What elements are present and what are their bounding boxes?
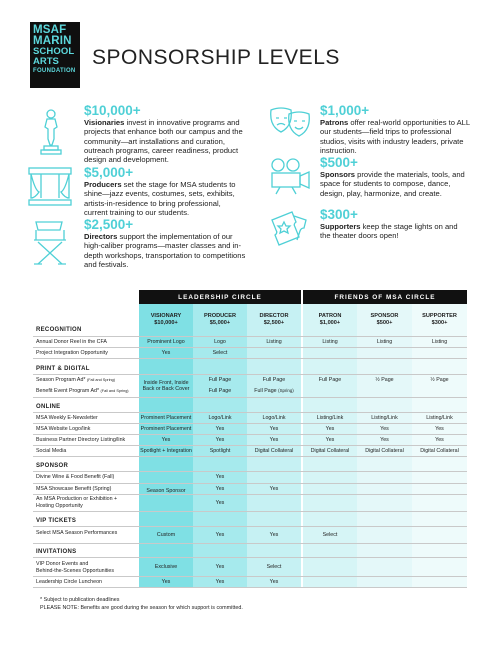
col-header-patron: PATRON $1,000+ xyxy=(318,313,342,326)
row-divider xyxy=(33,587,467,588)
tier-amount: $10,000+ xyxy=(84,103,141,118)
cell: Digital Collateral xyxy=(365,447,404,454)
cell: Select xyxy=(212,349,228,356)
cell: Yes xyxy=(269,436,279,443)
cell: Exclusive xyxy=(154,563,178,570)
tier-sponsor xyxy=(320,156,465,198)
row-label-vip-donor: VIP Donor Events and Behind-the-Scenes Opportunities xyxy=(36,561,115,574)
msaf-logo xyxy=(30,22,80,88)
logo-line-arts: ARTS xyxy=(33,56,59,67)
section-recognition: RECOGNITION xyxy=(36,327,82,333)
cell: Listing xyxy=(431,338,448,345)
cell: Yes xyxy=(161,436,171,443)
cell: Yes xyxy=(161,578,171,585)
cell: Full Page xyxy=(208,376,232,383)
cell: Logo/Link xyxy=(208,414,232,421)
cell: Yes xyxy=(269,425,279,432)
cell: Yes xyxy=(435,436,444,443)
tickets-icon xyxy=(270,210,310,248)
row-label-newsletter: MSA Weekly E-Newsletter xyxy=(36,415,98,421)
tier-amount: $1,000+ xyxy=(320,103,370,118)
cell: Custom xyxy=(156,531,176,538)
tier-description: Patrons offer real-world opportunities to ALL our students—field trips to professional studios, visits with industry leaders, private instruction. xyxy=(320,118,470,155)
logo-line-marin: MARIN xyxy=(33,35,72,47)
cell: Yes xyxy=(269,578,279,585)
tier-visionary xyxy=(84,104,254,164)
cell: Yes xyxy=(215,436,225,443)
tier-description: Supporters keep the stage lights on and the theater doors open! xyxy=(320,222,458,241)
row-label-benefit-program: Benefit Event Program Ad* (Fall and Spring) xyxy=(36,388,129,394)
row-divider xyxy=(33,347,467,348)
row-label-website: MSA Website Logo/link xyxy=(36,426,91,432)
row-label-production: An MSA Production or Exhibition + Hosting Opportunity xyxy=(36,496,118,509)
tier-amount: $2,500+ xyxy=(84,217,134,232)
section-sponsor: SPONSOR xyxy=(36,463,69,469)
tier-producer xyxy=(84,166,244,217)
tier-director xyxy=(84,218,250,269)
logo-line-school: SCHOOL xyxy=(33,46,75,57)
cell: Listing xyxy=(322,338,338,345)
col-header-visionary: VISIONARY $10,000+ xyxy=(150,313,182,326)
cell: Season Sponsor xyxy=(146,488,186,495)
tier-amount: $5,000+ xyxy=(84,165,134,180)
tier-amount: $300+ xyxy=(320,207,358,222)
cell: Yes xyxy=(435,425,444,432)
row-label-showcase: MSA Showcase Benefit (Spring) xyxy=(36,486,112,492)
col-header-producer: PRODUCER $5,000+ xyxy=(203,313,236,326)
row-label-divine-wine: Divine Wine & Food Benefit (Fall) xyxy=(36,474,115,480)
row-divider xyxy=(33,494,467,495)
cell: Listing xyxy=(266,338,282,345)
cell: Yes xyxy=(215,531,225,538)
row-divider xyxy=(33,456,467,457)
group-header-leadership: LEADERSHIP CIRCLE xyxy=(139,290,301,304)
cell: Prominent Logo xyxy=(147,338,185,345)
tier-description: Producers set the stage for MSA students to shine—jazz events, costumes, sets, exhibits, artists-in-residence to bring professional, current training to our students. xyxy=(84,180,236,217)
tier-patron xyxy=(320,104,470,155)
section-vip-tickets: VIP TICKETS xyxy=(36,518,77,524)
oscar-statue-icon xyxy=(30,108,72,156)
footnote-please-note: PLEASE NOTE: Benefits are good during the season for which support is committed. xyxy=(40,605,243,611)
section-print-digital: PRINT & DIGITAL xyxy=(36,366,90,372)
cell: Full Page (Spring) xyxy=(254,388,294,395)
cell: Logo/Link xyxy=(262,414,286,421)
col-header-director: DIRECTOR $2,500+ xyxy=(259,313,289,326)
cell: Select xyxy=(266,563,282,570)
tier-description: Visionaries invest in innovative programs and projects that enhance both our campus and the community—art installations and curation, outreach programs, career readiness, product design and development. xyxy=(84,118,243,165)
cell: Yes xyxy=(161,349,171,356)
row-divider xyxy=(33,471,467,472)
cell: Yes xyxy=(215,563,225,570)
page-title: SPONSORSHIP LEVELS xyxy=(92,46,340,69)
cell: Yes xyxy=(325,425,335,432)
col-header-sponsor: SPONSOR $500+ xyxy=(370,313,399,326)
cell: Full Page xyxy=(208,388,232,395)
cell: Yes xyxy=(215,499,225,506)
cell: Yes xyxy=(380,436,389,443)
cell: Inside Front, Inside Back or Back Cover xyxy=(142,379,190,392)
film-camera-icon xyxy=(268,156,312,196)
cell: Full Page xyxy=(318,376,342,383)
row-label-directory: Business Partner Directory Listing/link xyxy=(36,437,126,443)
theater-masks-icon xyxy=(268,106,312,140)
cell: Yes xyxy=(269,485,279,492)
director-chair-icon xyxy=(30,220,70,266)
cell: ½ Page xyxy=(375,376,394,383)
tier-description: Sponsors provide the materials, tools, and space for students to compose, dance, design, play, harmonize, and create. xyxy=(320,170,465,198)
row-label-select-perf: Select MSA Season Performances xyxy=(36,530,118,536)
tier-supporter xyxy=(320,208,468,241)
cell: Listing/Link xyxy=(371,414,398,421)
tier-description: Directors support the implementation of our high-caliber programs—master classes and in-depth workshops, transportation to competitions and festivals. xyxy=(84,232,246,269)
cell: Yes xyxy=(380,425,389,432)
section-invitations: INVITATIONS xyxy=(36,549,77,555)
cell: Spotlight xyxy=(209,447,231,454)
cell: Yes xyxy=(215,485,225,492)
cell: Prominent Placement xyxy=(140,414,192,421)
row-divider xyxy=(33,358,467,359)
group-header-friends: FRIENDS OF MSA CIRCLE xyxy=(303,290,467,304)
tier-amount: $500+ xyxy=(320,155,358,170)
cell: Digital Collateral xyxy=(254,447,294,454)
cell: Digital Collateral xyxy=(310,447,350,454)
col-header-supporter: SUPPORTER $300+ xyxy=(422,313,457,326)
cell: Full Page xyxy=(262,376,286,383)
cell: Yes xyxy=(215,474,225,481)
cell: Spotlight + Integration xyxy=(140,447,192,454)
footnote-deadlines: * Subject to publication deadlines xyxy=(40,597,120,603)
row-label-season-program: Season Program Ad* (Fall and Spring) xyxy=(36,377,116,383)
cell: Select xyxy=(322,531,338,538)
cell: Yes xyxy=(215,578,225,585)
cell: Digital Collateral xyxy=(420,447,459,454)
row-label-social: Social Media xyxy=(36,448,67,454)
stage-curtain-icon xyxy=(27,166,73,208)
row-divider xyxy=(33,397,467,398)
row-label-project-integration: Project Integration Opportunity xyxy=(36,350,108,356)
cell: Yes xyxy=(325,436,335,443)
cell: Prominent Placement xyxy=(140,425,192,432)
cell: Yes xyxy=(215,425,225,432)
cell: Listing/Link xyxy=(316,414,344,421)
cell: Yes xyxy=(269,531,279,538)
cell: ½ Page xyxy=(430,376,449,383)
section-online: ONLINE xyxy=(36,404,61,410)
row-divider xyxy=(33,511,467,512)
row-divider xyxy=(33,543,467,544)
row-label-donor-reel: Annual Donor Reel in the CFA xyxy=(36,339,107,345)
cell: Listing xyxy=(376,338,393,345)
logo-line-foundation: FOUNDATION xyxy=(33,68,76,74)
cell: Listing/Link xyxy=(426,414,453,421)
cell: Logo xyxy=(214,338,226,345)
row-label-luncheon: Leadership Circle Luncheon xyxy=(36,579,102,585)
logo-line-msaf: MSAF xyxy=(33,24,67,36)
